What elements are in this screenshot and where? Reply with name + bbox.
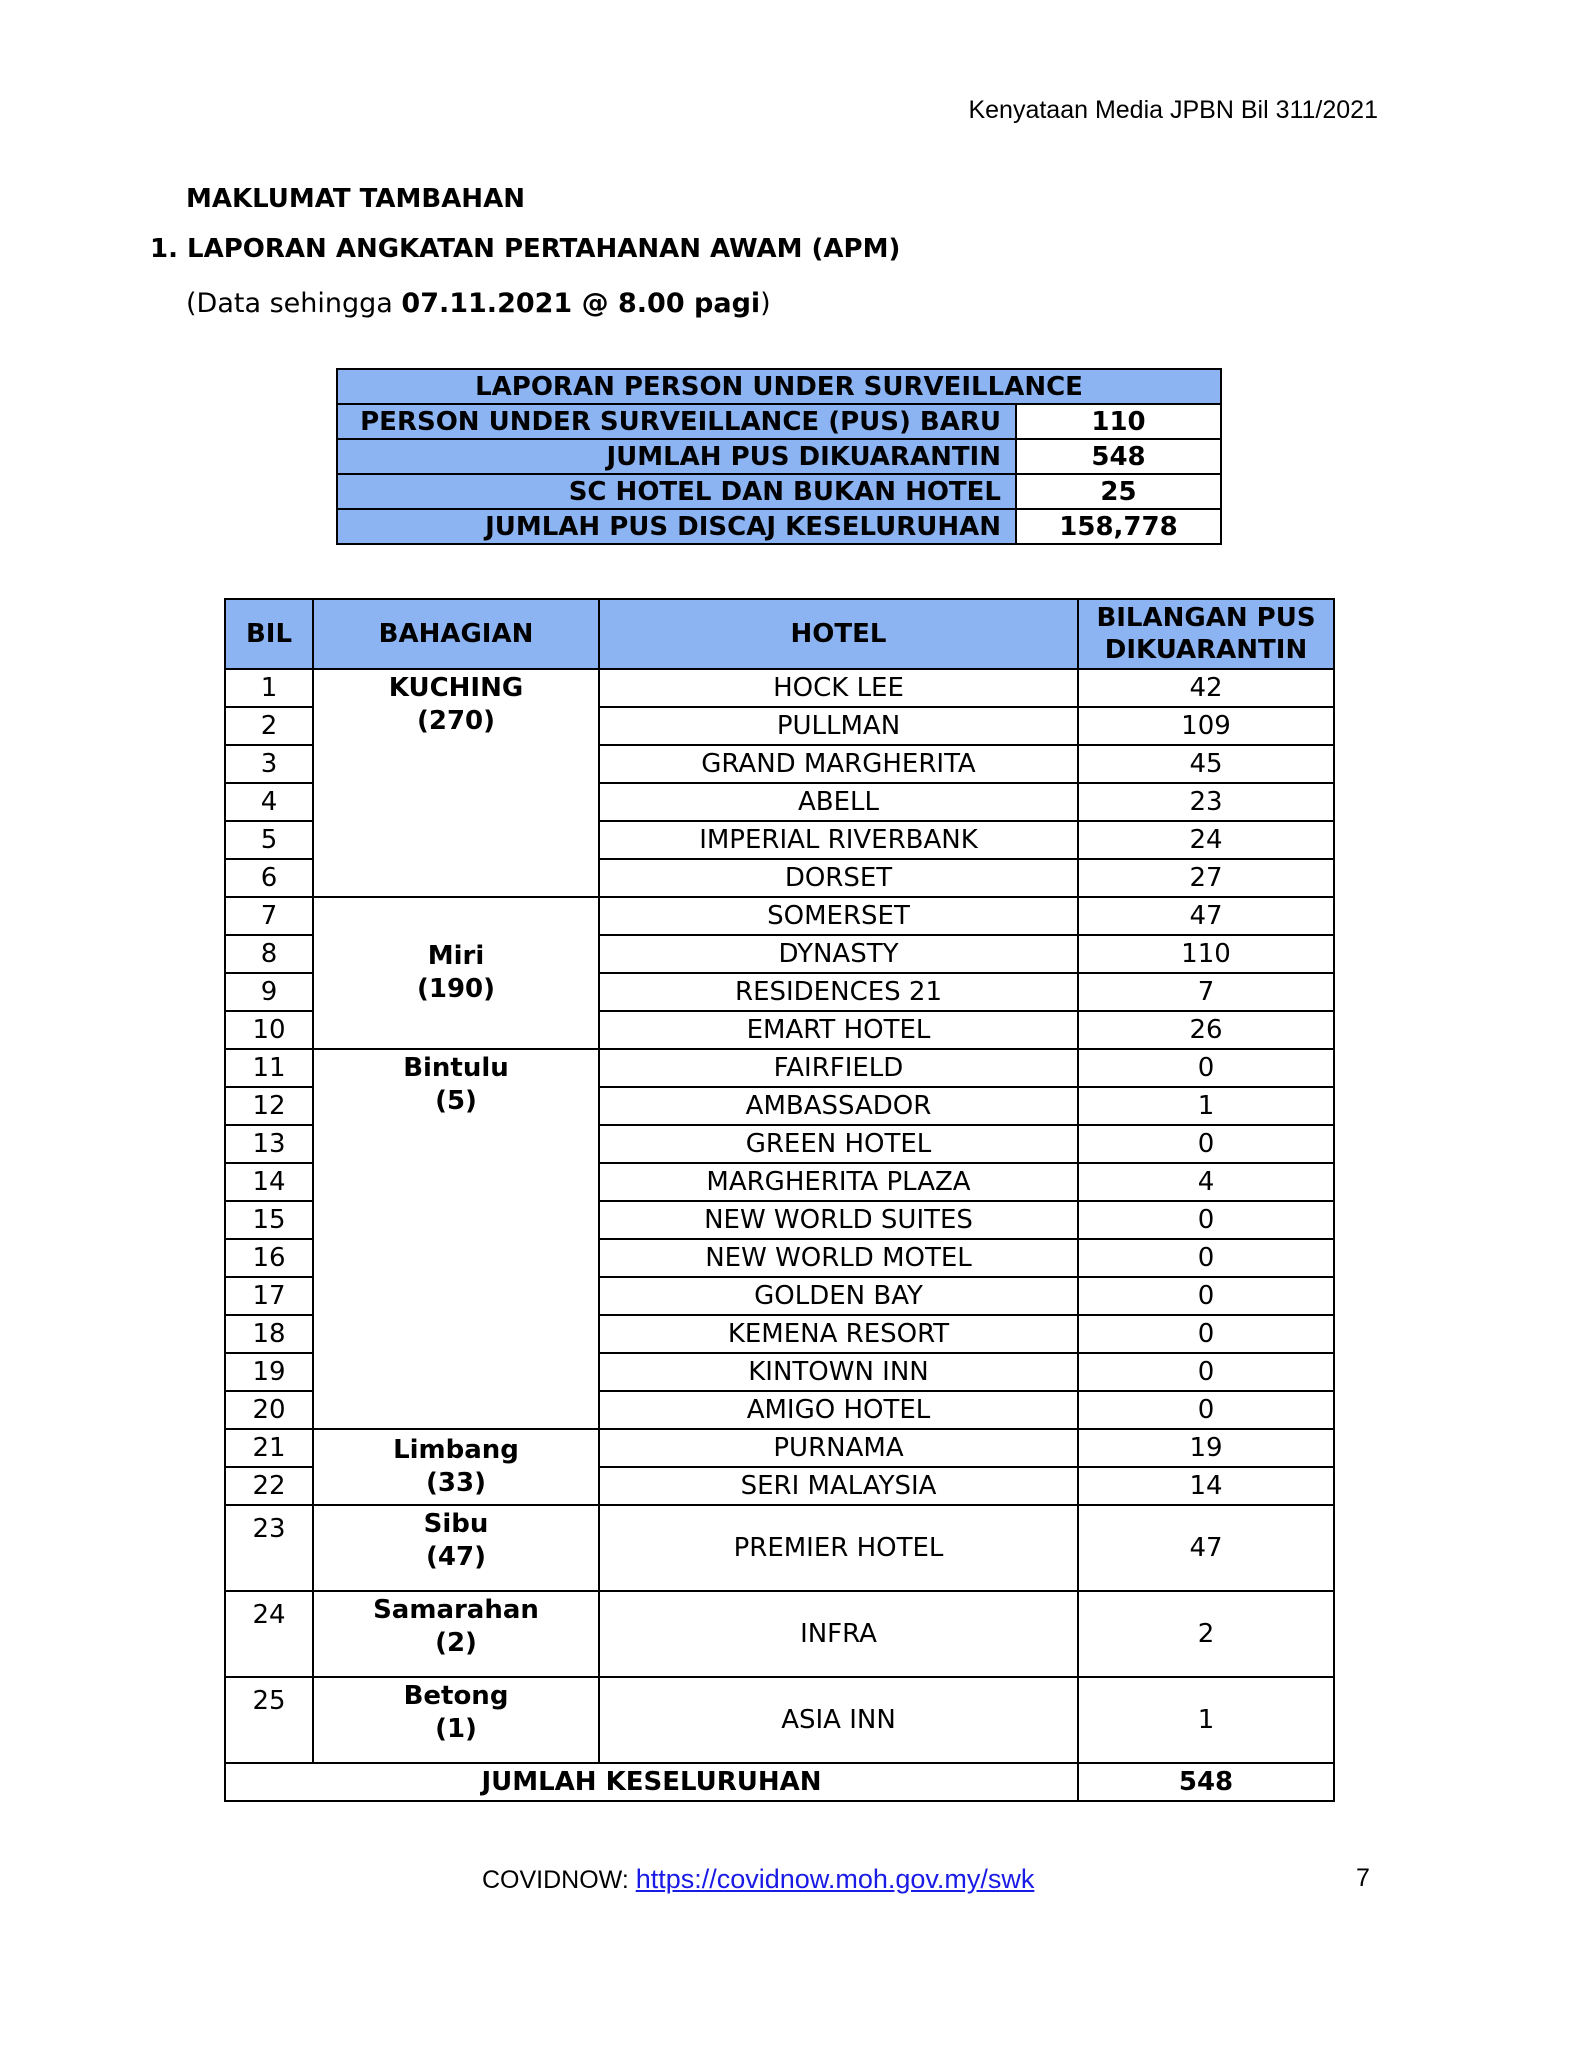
row-count: 0 (1078, 1049, 1334, 1087)
row-count: 42 (1078, 669, 1334, 707)
table-row (225, 669, 1334, 707)
row-hotel: PURNAMA (599, 1429, 1078, 1467)
header-bil: BIL (225, 599, 313, 669)
section-title: MAKLUMAT TAMBAHAN (186, 184, 525, 214)
row-hotel: SERI MALAYSIA (599, 1467, 1078, 1505)
row-bil: 15 (225, 1201, 313, 1239)
region-name: KUCHING (388, 673, 524, 703)
row-hotel: FAIRFIELD (599, 1049, 1078, 1087)
pus-row (337, 474, 1221, 509)
row-bil: 4 (225, 783, 313, 821)
row-bil: 11 (225, 1049, 313, 1087)
data-date-note (186, 288, 771, 319)
region-name: Betong (403, 1681, 509, 1711)
row-count: 7 (1078, 973, 1334, 1011)
total-value: 548 (1078, 1763, 1334, 1801)
table-row (225, 1049, 1334, 1087)
row-count: 0 (1078, 1201, 1334, 1239)
row-bil: 21 (225, 1429, 313, 1467)
row-hotel: IMPERIAL RIVERBANK (599, 821, 1078, 859)
row-hotel: KEMENA RESORT (599, 1315, 1078, 1353)
region-total: (47) (426, 1542, 486, 1572)
table-row (225, 1429, 1334, 1467)
row-count: 47 (1078, 1505, 1334, 1591)
row-bil: 18 (225, 1315, 313, 1353)
row-bil: 14 (225, 1163, 313, 1201)
pus-row-label: JUMLAH PUS DIKUARANTIN (337, 439, 1016, 474)
region-name: Bintulu (403, 1053, 509, 1083)
region-total: (5) (435, 1086, 477, 1116)
pus-row (337, 439, 1221, 474)
header-count: BILANGAN PUS DIKUARANTIN (1078, 599, 1334, 669)
row-hotel: INFRA (599, 1591, 1078, 1677)
region-name: Limbang (393, 1435, 519, 1465)
row-count: 26 (1078, 1011, 1334, 1049)
row-hotel: SOMERSET (599, 897, 1078, 935)
row-bil: 8 (225, 935, 313, 973)
row-bil: 6 (225, 859, 313, 897)
pus-row-label: PERSON UNDER SURVEILLANCE (PUS) BARU (337, 404, 1016, 439)
hotel-quarantine-table (224, 598, 1335, 1802)
region-limbang (313, 1429, 599, 1505)
document-reference: Kenyataan Media JPBN Bil 311/2021 (968, 96, 1378, 124)
pus-row-value: 158,778 (1016, 509, 1221, 544)
footer-prefix: COVIDNOW: (482, 1866, 636, 1894)
table-row (225, 1505, 1334, 1591)
region-total: (190) (416, 974, 496, 1004)
row-count: 109 (1078, 707, 1334, 745)
row-count: 27 (1078, 859, 1334, 897)
total-row (225, 1763, 1334, 1801)
region-name: Sibu (423, 1509, 489, 1539)
row-bil: 25 (225, 1677, 313, 1763)
page-number: 7 (1356, 1864, 1370, 1892)
pus-row-label: JUMLAH PUS DISCAJ KESELURUHAN (337, 509, 1016, 544)
row-count: 23 (1078, 783, 1334, 821)
pus-row-label: SC HOTEL DAN BUKAN HOTEL (337, 474, 1016, 509)
note-suffix: ) (760, 288, 771, 319)
row-bil: 2 (225, 707, 313, 745)
row-count: 0 (1078, 1125, 1334, 1163)
footer (482, 1864, 1034, 1895)
row-hotel: PREMIER HOTEL (599, 1505, 1078, 1591)
row-count: 45 (1078, 745, 1334, 783)
region-total: (270) (416, 706, 496, 736)
row-count: 47 (1078, 897, 1334, 935)
row-bil: 17 (225, 1277, 313, 1315)
row-hotel: ABELL (599, 783, 1078, 821)
row-hotel: HOCK LEE (599, 669, 1078, 707)
row-count: 1 (1078, 1087, 1334, 1125)
row-hotel: DORSET (599, 859, 1078, 897)
region-sibu (313, 1505, 599, 1591)
note-date: 07.11.2021 @ 8.00 pagi (401, 288, 761, 319)
row-bil: 16 (225, 1239, 313, 1277)
row-hotel: GREEN HOTEL (599, 1125, 1078, 1163)
row-count: 0 (1078, 1239, 1334, 1277)
row-count: 0 (1078, 1315, 1334, 1353)
pus-row (337, 509, 1221, 544)
header-bahagian: BAHAGIAN (313, 599, 599, 669)
pus-row-value: 110 (1016, 404, 1221, 439)
row-hotel: PULLMAN (599, 707, 1078, 745)
row-bil: 24 (225, 1591, 313, 1677)
row-count: 14 (1078, 1467, 1334, 1505)
row-count: 0 (1078, 1277, 1334, 1315)
region-total: (1) (435, 1714, 477, 1744)
region-miri (313, 897, 599, 1049)
total-label: JUMLAH KESELURUHAN (225, 1763, 1078, 1801)
region-name: Miri (427, 941, 485, 971)
pus-row-value: 25 (1016, 474, 1221, 509)
row-hotel: AMBASSADOR (599, 1087, 1078, 1125)
row-bil: 9 (225, 973, 313, 1011)
header-hotel: HOTEL (599, 599, 1078, 669)
row-bil: 13 (225, 1125, 313, 1163)
row-hotel: EMART HOTEL (599, 1011, 1078, 1049)
pus-row-value: 548 (1016, 439, 1221, 474)
table-row (225, 1677, 1334, 1763)
table-row (225, 1591, 1334, 1677)
row-hotel: RESIDENCES 21 (599, 973, 1078, 1011)
covidnow-link[interactable]: https://covidnow.moh.gov.my/swk (635, 1864, 1035, 1894)
row-count: 24 (1078, 821, 1334, 859)
region-betong (313, 1677, 599, 1763)
note-prefix: (Data sehingga (186, 288, 402, 319)
region-name: Samarahan (373, 1595, 539, 1625)
row-bil: 10 (225, 1011, 313, 1049)
row-count: 4 (1078, 1163, 1334, 1201)
row-bil: 1 (225, 669, 313, 707)
row-hotel: AMIGO HOTEL (599, 1391, 1078, 1429)
row-bil: 22 (225, 1467, 313, 1505)
row-count: 110 (1078, 935, 1334, 973)
row-count: 0 (1078, 1353, 1334, 1391)
row-hotel: GOLDEN BAY (599, 1277, 1078, 1315)
row-hotel: GRAND MARGHERITA (599, 745, 1078, 783)
row-count: 19 (1078, 1429, 1334, 1467)
pus-summary-table (336, 368, 1222, 545)
row-bil: 5 (225, 821, 313, 859)
row-bil: 19 (225, 1353, 313, 1391)
row-bil: 12 (225, 1087, 313, 1125)
row-count: 0 (1078, 1391, 1334, 1429)
row-count: 2 (1078, 1591, 1334, 1677)
row-hotel: KINTOWN INN (599, 1353, 1078, 1391)
row-count: 1 (1078, 1677, 1334, 1763)
row-hotel: ASIA INN (599, 1677, 1078, 1763)
row-hotel: DYNASTY (599, 935, 1078, 973)
region-total: (2) (435, 1628, 477, 1658)
table-header-row (225, 599, 1334, 669)
row-bil: 20 (225, 1391, 313, 1429)
row-hotel: NEW WORLD SUITES (599, 1201, 1078, 1239)
row-bil: 23 (225, 1505, 313, 1591)
region-samarahan (313, 1591, 599, 1677)
region-bintulu (313, 1049, 599, 1429)
pus-row (337, 404, 1221, 439)
row-bil: 7 (225, 897, 313, 935)
row-hotel: NEW WORLD MOTEL (599, 1239, 1078, 1277)
region-kuching (313, 669, 599, 897)
row-bil: 3 (225, 745, 313, 783)
pus-table-title: LAPORAN PERSON UNDER SURVEILLANCE (337, 369, 1221, 404)
section-subtitle: 1. LAPORAN ANGKATAN PERTAHANAN AWAM (APM) (150, 234, 901, 264)
table-row (225, 897, 1334, 935)
row-hotel: MARGHERITA PLAZA (599, 1163, 1078, 1201)
region-total: (33) (426, 1468, 486, 1498)
